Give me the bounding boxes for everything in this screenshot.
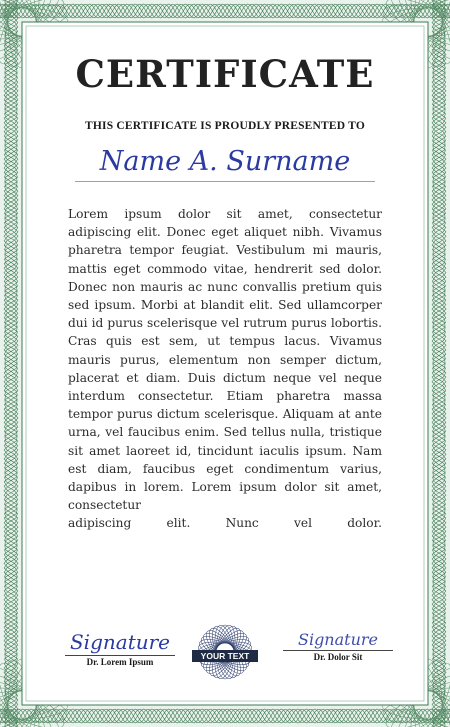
right-signer-name: Dr. Dolor Sit: [313, 652, 363, 662]
left-signature-block: [60, 630, 180, 667]
recipient-name: Name A. Surname: [99, 146, 351, 177]
left-signer-name: Dr. Lorem Ipsum: [86, 657, 154, 667]
right-signature-block: [278, 630, 398, 662]
name-underline: [75, 181, 375, 182]
left-signature-line: [65, 655, 175, 656]
right-signature-line: [283, 650, 393, 651]
body-last-line: adipiscing elit. Nunc vel dolor.: [68, 516, 382, 531]
presented-to-text: THIS CERTIFICATE IS PROUDLY PRESENTED TO: [85, 120, 365, 132]
seal-text: YOUR TEXT: [192, 650, 258, 662]
certificate-body: [68, 205, 382, 533]
left-signature-script: Signature: [69, 630, 171, 654]
body-paragraph: Lorem ipsum dolor sit amet, consectetur adipiscing elit. Donec eget aliquet nibh. Vivamus pharetra tempor feugiat. Vestibulum mi mauris, mattis eget commodo vitae, hendrerit sed dolor. Donec non mauris ac nunc convallis pretium quis sed ipsum. Morbi at blandit elit. Sed ullamcorper dui id purus scelerisque vel rutrum purus lobortis. Cras quis est sem, ut tempus lacus. Vivamus mauris purus, elementum non semper dictum, placerat et diam. Duis dictum neque vel neque interdum consectetur. Etiam pharetra massa tempor purus dictum scelerisque. Aliquam at ante urna, vel faucibus enim. Sed tellus nulla, tristique sit amet laoreet id, tincidunt iaculis ipsum. Nam est diam, faucibus eget condimentum varius, dapibus in lorem. Lorem ipsum dolor sit amet, consectetur: [68, 207, 382, 513]
certificate-title: CERTIFICATE: [75, 52, 375, 96]
right-signature-script: Signature: [297, 630, 378, 649]
